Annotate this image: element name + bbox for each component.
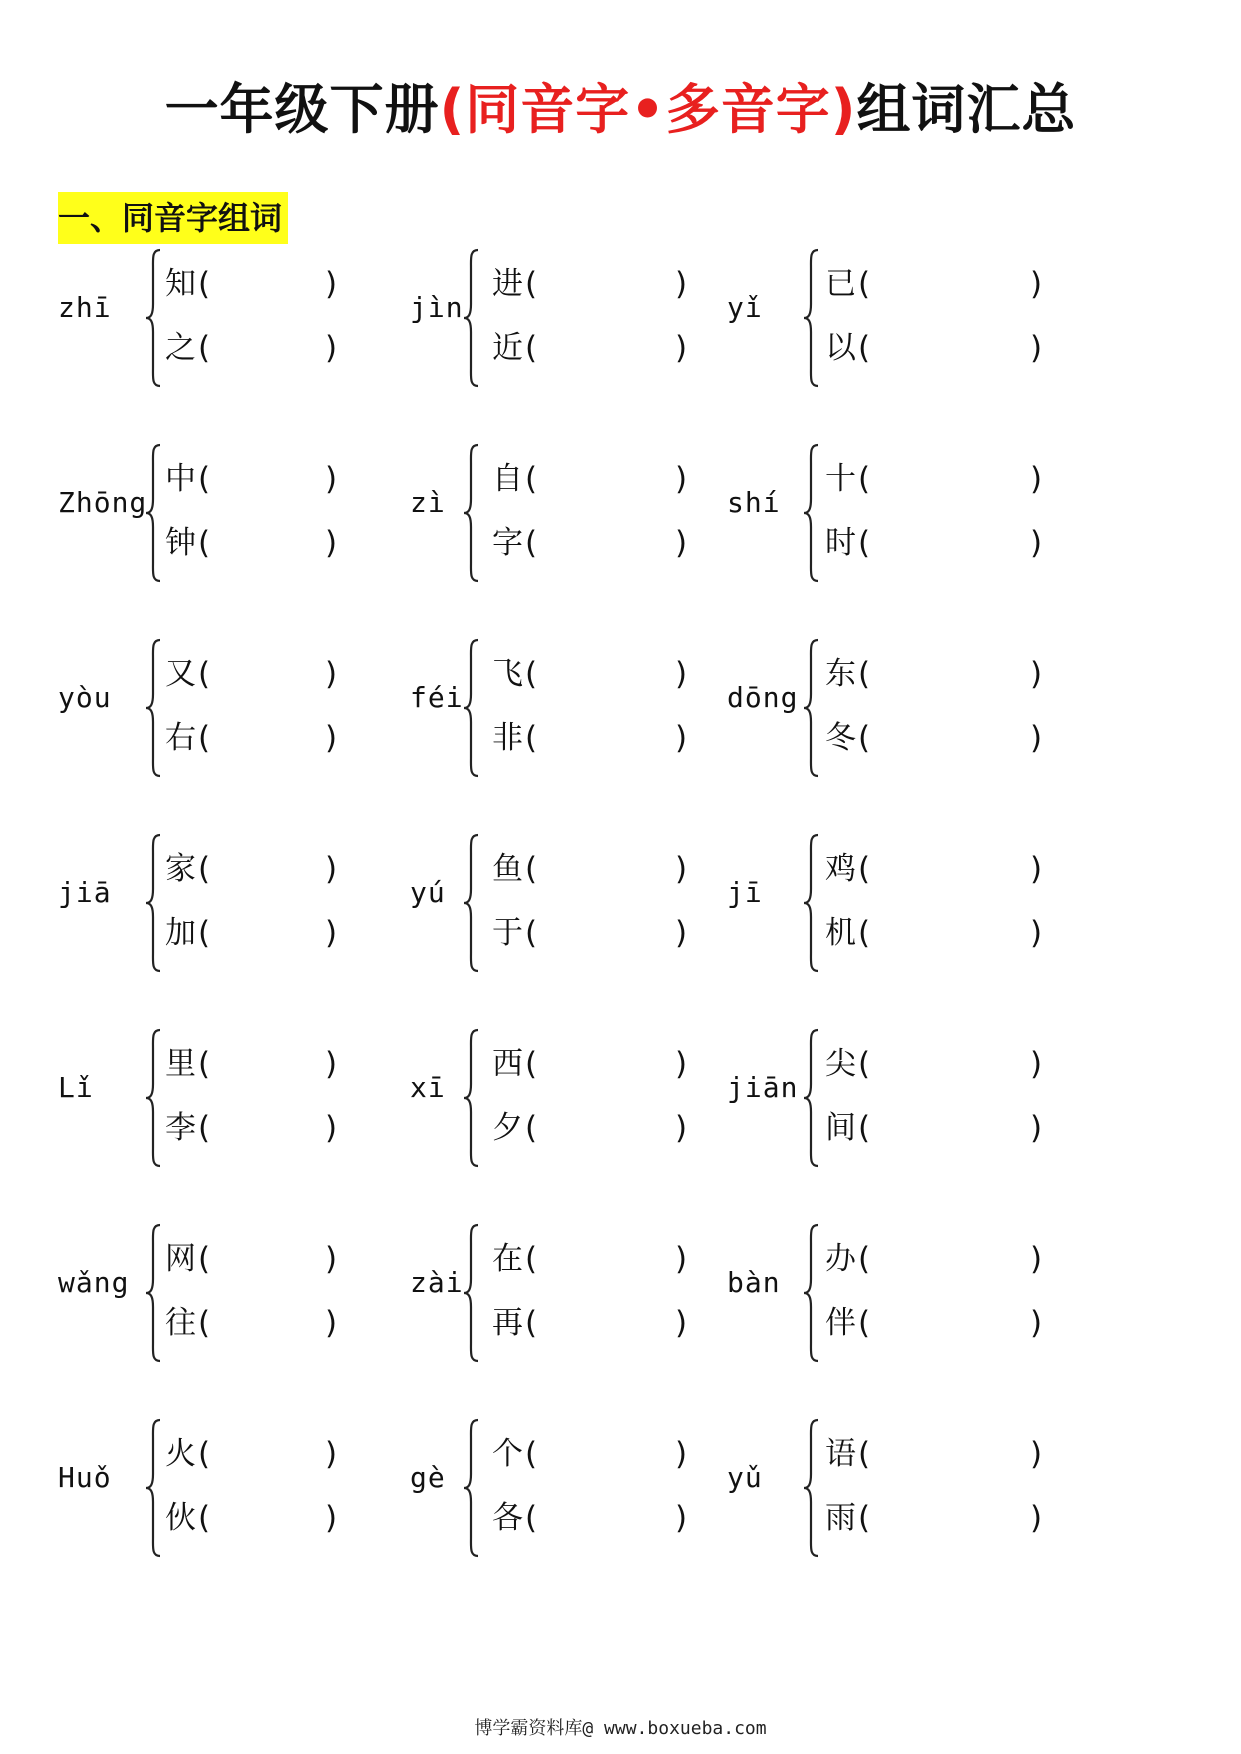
close-paren: ) [325,851,338,887]
curly-brace [803,443,821,583]
pinyin-label: jìn [410,291,464,324]
close-paren: ) [325,266,338,302]
open-paren: ( [858,1046,871,1082]
open-paren: ( [525,266,538,302]
pinyin-label: Huǒ [58,1461,112,1494]
title-topic: (同音字•多音字) [439,78,857,141]
hanzi-character: 家 [165,851,196,887]
word-blank-entry [825,911,1050,955]
hanzi-character: 网 [165,1241,196,1277]
hanzi-character: 在 [492,1241,523,1277]
open-paren: ( [858,1241,871,1277]
close-paren: ) [675,525,688,561]
hanzi-character: 自 [492,461,523,497]
open-paren: ( [198,1436,211,1472]
open-paren: ( [525,915,538,951]
pinyin-label: Zhōng [58,486,148,519]
close-paren: ) [325,915,338,951]
open-paren: ( [198,720,211,756]
hanzi-character: 西 [492,1046,523,1082]
hanzi-character: 近 [492,330,523,366]
open-paren: ( [198,330,211,366]
open-paren: ( [858,1500,871,1536]
hanzi-character: 语 [825,1436,856,1472]
curly-brace [803,1028,821,1168]
hanzi-character: 钟 [165,525,196,561]
hanzi-character: 加 [165,915,196,951]
close-paren: ) [325,461,338,497]
open-paren: ( [858,525,871,561]
hanzi-character: 间 [825,1110,856,1146]
word-blank-entry [825,1042,1050,1086]
word-blank-entry [825,847,1050,891]
footer-watermark: 博学霸资料库@ www.boxueba.com [474,1718,767,1739]
pinyin-label: dōng [727,681,799,714]
close-paren: ) [675,266,688,302]
close-paren: ) [325,330,338,366]
close-paren: ) [325,1110,338,1146]
pinyin-label: yú [410,876,446,909]
curly-brace [803,833,821,973]
open-paren: ( [198,915,211,951]
title-grade: 一年级下册 [164,78,440,141]
open-paren: ( [858,330,871,366]
word-blank-entry [825,1301,1050,1345]
word-blank-entry [825,457,1050,501]
pinyin-label: bàn [727,1266,781,1299]
hanzi-character: 之 [165,330,196,366]
pinyin-label: shí [727,486,781,519]
open-paren: ( [858,461,871,497]
open-paren: ( [198,525,211,561]
close-paren: ) [1030,1436,1043,1472]
word-group [0,248,1241,388]
close-paren: ) [1030,720,1043,756]
open-paren: ( [198,1305,211,1341]
pinyin-label: gè [410,1461,446,1494]
close-paren: ) [325,1305,338,1341]
pinyin-label: yǔ [727,1461,763,1494]
pinyin-label: féi [410,681,464,714]
pinyin-label: jiān [727,1071,799,1104]
open-paren: ( [858,656,871,692]
close-paren: ) [675,461,688,497]
hanzi-character: 尖 [825,1046,856,1082]
hanzi-character: 冬 [825,720,856,756]
close-paren: ) [325,656,338,692]
curly-brace [803,248,821,388]
close-paren: ) [675,720,688,756]
close-paren: ) [675,851,688,887]
hanzi-character: 办 [825,1241,856,1277]
close-paren: ) [675,1046,688,1082]
close-paren: ) [1030,656,1043,692]
close-paren: ) [1030,1500,1043,1536]
hanzi-character: 右 [165,720,196,756]
open-paren: ( [858,1110,871,1146]
pinyin-label: wǎng [58,1266,130,1299]
close-paren: ) [1030,1046,1043,1082]
hanzi-character: 鸡 [825,851,856,887]
open-paren: ( [525,1500,538,1536]
open-paren: ( [198,851,211,887]
close-paren: ) [675,1305,688,1341]
close-paren: ) [675,656,688,692]
open-paren: ( [858,851,871,887]
word-blank-entry [825,1237,1050,1281]
pinyin-label: Lǐ [58,1071,94,1104]
close-paren: ) [325,1046,338,1082]
open-paren: ( [858,1436,871,1472]
section-heading: 一、同音字组词 [58,192,288,244]
pinyin-label: jī [727,876,763,909]
close-paren: ) [1030,461,1043,497]
curly-brace [803,638,821,778]
close-paren: ) [1030,266,1043,302]
open-paren: ( [525,1436,538,1472]
hanzi-character: 雨 [825,1500,856,1536]
open-paren: ( [525,851,538,887]
word-group [0,443,1241,583]
word-blank-entry [825,1496,1050,1540]
word-blank-entry [825,262,1050,306]
hanzi-character: 字 [492,525,523,561]
close-paren: ) [1030,330,1043,366]
close-paren: ) [325,720,338,756]
hanzi-character: 时 [825,525,856,561]
hanzi-character: 李 [165,1110,196,1146]
open-paren: ( [858,1305,871,1341]
hanzi-character: 又 [165,656,196,692]
word-group [0,1223,1241,1363]
hanzi-character: 伙 [165,1500,196,1536]
pinyin-label: zài [410,1266,464,1299]
hanzi-character: 于 [492,915,523,951]
word-blank-entry [825,716,1050,760]
open-paren: ( [198,266,211,302]
hanzi-character: 里 [165,1046,196,1082]
hanzi-character: 知 [165,266,196,302]
word-blank-entry [825,652,1050,696]
close-paren: ) [1030,851,1043,887]
open-paren: ( [198,1241,211,1277]
hanzi-character: 往 [165,1305,196,1341]
open-paren: ( [525,1110,538,1146]
pinyin-label: jiā [58,876,112,909]
word-blank-entry [825,1106,1050,1150]
close-paren: ) [325,525,338,561]
open-paren: ( [198,1110,211,1146]
close-paren: ) [325,1241,338,1277]
hanzi-character: 各 [492,1500,523,1536]
hanzi-character: 个 [492,1436,523,1472]
word-blank-entry [825,326,1050,370]
open-paren: ( [525,330,538,366]
open-paren: ( [858,266,871,302]
open-paren: ( [198,461,211,497]
close-paren: ) [675,1500,688,1536]
word-group [0,833,1241,973]
curly-brace [803,1223,821,1363]
open-paren: ( [525,1305,538,1341]
hanzi-character: 进 [492,266,523,302]
hanzi-character: 东 [825,656,856,692]
hanzi-character: 以 [825,330,856,366]
open-paren: ( [198,1500,211,1536]
close-paren: ) [675,1241,688,1277]
open-paren: ( [525,656,538,692]
hanzi-character: 夕 [492,1110,523,1146]
open-paren: ( [858,720,871,756]
hanzi-character: 火 [165,1436,196,1472]
hanzi-character: 已 [825,266,856,302]
hanzi-character: 飞 [492,656,523,692]
word-group [0,1028,1241,1168]
hanzi-character: 伴 [825,1305,856,1341]
open-paren: ( [858,915,871,951]
close-paren: ) [1030,525,1043,561]
close-paren: ) [675,1110,688,1146]
open-paren: ( [525,1241,538,1277]
hanzi-character: 非 [492,720,523,756]
hanzi-character: 再 [492,1305,523,1341]
word-group [0,638,1241,778]
close-paren: ) [1030,915,1043,951]
hanzi-character: 十 [825,461,856,497]
close-paren: ) [675,1436,688,1472]
open-paren: ( [525,1046,538,1082]
open-paren: ( [525,461,538,497]
hanzi-character: 机 [825,915,856,951]
hanzi-character: 中 [165,461,196,497]
pinyin-label: xī [410,1071,446,1104]
open-paren: ( [525,720,538,756]
page-title [0,70,1241,150]
pinyin-label: yòu [58,681,112,714]
close-paren: ) [1030,1241,1043,1277]
open-paren: ( [198,1046,211,1082]
pinyin-label: yǐ [727,291,763,324]
open-paren: ( [525,525,538,561]
title-suffix: 组词汇总 [856,78,1077,141]
word-group [0,1418,1241,1558]
word-blank-entry [825,1432,1050,1476]
hanzi-character: 鱼 [492,851,523,887]
curly-brace [803,1418,821,1558]
close-paren: ) [1030,1110,1043,1146]
pinyin-label: zì [410,486,446,519]
close-paren: ) [1030,1305,1043,1341]
open-paren: ( [198,656,211,692]
close-paren: ) [675,330,688,366]
pinyin-label: zhī [58,291,112,324]
close-paren: ) [675,915,688,951]
close-paren: ) [325,1436,338,1472]
close-paren: ) [325,1500,338,1536]
word-blank-entry [825,521,1050,565]
